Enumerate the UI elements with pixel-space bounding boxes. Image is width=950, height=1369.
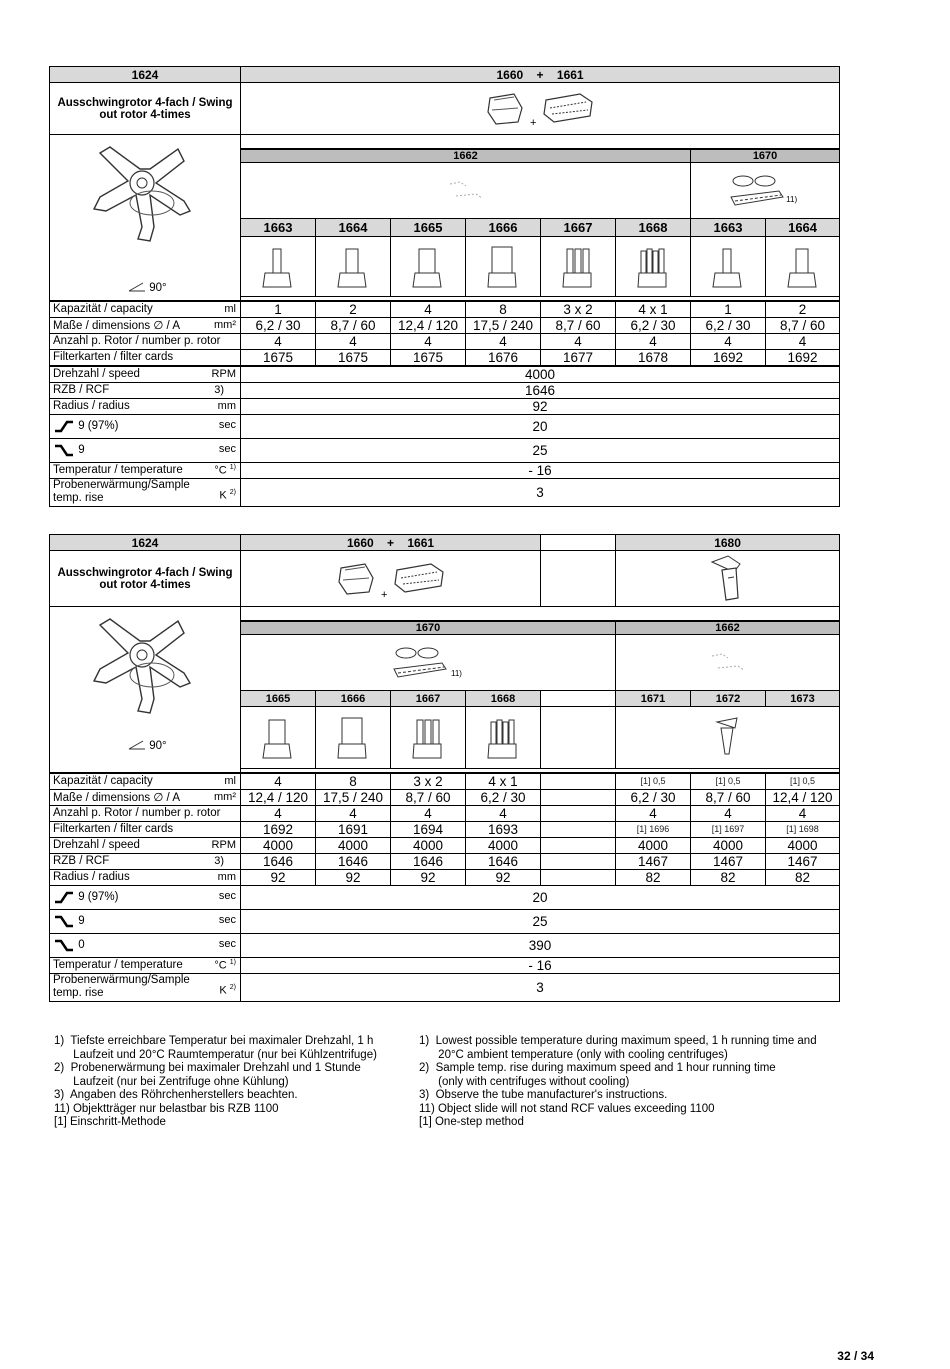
row-value: 4: [241, 333, 316, 349]
brake-off-label: 0 sec: [50, 933, 241, 957]
row-value: 8,7 / 60: [316, 317, 391, 333]
row-value: 4: [391, 805, 466, 821]
footnote-line: (only with centrifuges without cooling): [419, 1075, 630, 1088]
rotor-spec-table-1: [49, 66, 840, 507]
acceleration-label: 9 (97%) sec: [50, 414, 241, 438]
footnote-line: 1) Lowest possible temperature during maximum speed, 1 h running time and: [419, 1035, 817, 1047]
row-value: 8: [316, 773, 391, 790]
footnote-line: 2) Probenerwärmung bei maximaler Drehzahl und 1 Stunde: [54, 1062, 361, 1074]
footnote-11: 11): [451, 669, 462, 678]
adapter-image: [466, 707, 541, 769]
row-label: Filterkarten / filter cards: [50, 349, 241, 366]
footnote-line: 3) Observe the tube manufacturer's instructions.: [419, 1089, 668, 1101]
row-value: 4000: [766, 837, 840, 853]
row-value: 4000: [316, 837, 391, 853]
rcf-label: RZB / RCF 3): [50, 382, 241, 398]
swing-angle: 90°: [128, 740, 167, 752]
row-value: 6,2 / 30: [241, 317, 316, 333]
footnote-line: [1] One-step method: [419, 1116, 524, 1128]
row-value: [541, 853, 616, 869]
temp-rise-value: 3: [241, 973, 840, 1001]
row-value: 6,2 / 30: [466, 789, 541, 805]
row-value: 92: [241, 869, 316, 885]
row-value: 4000: [616, 837, 691, 853]
rotor-number: 1624: [50, 535, 241, 551]
row-value: 1467: [616, 853, 691, 869]
ramp-up-icon: [53, 419, 75, 433]
row-value: 1646: [466, 853, 541, 869]
temperature-value: - 16: [241, 462, 840, 478]
row-value: [1] 1696: [616, 821, 691, 837]
footnote-line: 20°C ambient temperature (only with cooling centrifuges): [419, 1048, 728, 1061]
row-label: Radius / radius mm: [50, 869, 241, 885]
row-value: 4000: [691, 837, 766, 853]
row-value: 4: [616, 333, 691, 349]
rotor-title: Ausschwingrotor 4-fach / Swing out rotor 4-times: [50, 551, 241, 607]
row-label: Maße / dimensions ∅ / A mm²: [50, 789, 241, 805]
row-value: [541, 805, 616, 821]
row-value: 12,4 / 120: [391, 317, 466, 333]
ramp-down-icon: [53, 938, 75, 952]
row-value: 4: [541, 333, 616, 349]
row-value: 1692: [766, 349, 840, 366]
row-label: Maße / dimensions ∅ / A mm²: [50, 317, 241, 333]
adapter-col-1664: 1664: [316, 219, 391, 237]
footnote-line: 1) Tiefste erreichbare Temperatur bei maximaler Drehzahl, 1 h: [54, 1035, 374, 1047]
footnote-line: 3) Angaben des Röhrchenherstellers beachten.: [54, 1089, 298, 1101]
row-value: [541, 837, 616, 853]
row-value: 1678: [616, 349, 691, 366]
deceleration-value: 25: [241, 438, 840, 462]
footnotes-english: [419, 1035, 817, 1130]
row-value: 3 x 2: [391, 773, 466, 790]
adapter-image: [391, 237, 466, 297]
temp-rise-value: 3: [241, 478, 840, 506]
row-value: 8,7 / 60: [391, 789, 466, 805]
adapter-col-1667: 1667: [391, 691, 466, 707]
row-value: 4 x 1: [466, 773, 541, 790]
row-value: [541, 869, 616, 885]
rotor-title: Ausschwingrotor 4-fach / Swing out rotor 4-times: [50, 83, 241, 135]
ramp-down-icon: [53, 914, 75, 928]
temperature-label: Temperatur / temperature °C $^{1)}$: [50, 462, 241, 478]
row-value: 4 x 1: [616, 301, 691, 318]
row-label: Drehzahl / speed RPM: [50, 837, 241, 853]
row-value: 17,5 / 240: [316, 789, 391, 805]
row-value: 3 x 2: [541, 301, 616, 318]
empty-cell: [541, 707, 616, 769]
adapter-col-1668: 1668: [616, 219, 691, 237]
row-value: [1] 1698: [766, 821, 840, 837]
ramp-up-icon: [53, 890, 75, 904]
adapter-col-1665: 1665: [241, 691, 316, 707]
subheader-1670: 1670: [691, 149, 840, 163]
footnote-11: 11): [786, 195, 798, 204]
row-value: 1675: [316, 349, 391, 366]
row-value: [1] 0,5: [616, 773, 691, 790]
row-value: 2: [766, 301, 840, 318]
subheader-1662: 1662: [616, 621, 840, 635]
footnote-line: 2) Sample temp. rise during maximum speed and 1 hour running time: [419, 1062, 776, 1074]
adapter-image: [691, 237, 766, 297]
footnotes-german: [54, 1035, 377, 1130]
brake-off-value: 390: [241, 933, 840, 957]
swing-angle: 90°: [128, 282, 167, 294]
row-value: 8,7 / 60: [541, 317, 616, 333]
radius-value: 92: [241, 398, 840, 414]
row-value: 4: [466, 805, 541, 821]
temp-rise-label: Probenerwärmung/Sample temp. rise K $^{2)}$: [50, 973, 241, 1001]
adapter-col-1666: 1666: [316, 691, 391, 707]
speed-label: Drehzahl / speed RPM: [50, 366, 241, 383]
slide-holder-image-1670: [691, 163, 840, 219]
swing-rotor-image: [80, 611, 200, 721]
footnote-line: Laufzeit (nur bei Zentrifuge ohne Kühlung): [54, 1075, 289, 1088]
row-label: Filterkarten / filter cards: [50, 821, 241, 837]
row-value: [541, 789, 616, 805]
plus-sign: +: [380, 588, 387, 601]
footnote-line: 11) Object slide will not stand RCF values exceeding 1100: [419, 1102, 715, 1115]
row-value: [1] 0,5: [691, 773, 766, 790]
slide-adapter-image: [616, 707, 840, 769]
row-value: 1675: [241, 349, 316, 366]
row-value: 1646: [241, 853, 316, 869]
row-value: 2: [316, 301, 391, 318]
adapter-image: [316, 707, 391, 769]
row-value: 4: [241, 805, 316, 821]
row-value: 82: [766, 869, 840, 885]
deceleration-value: 25: [241, 909, 840, 933]
footnote-line: [1] Einschritt-Methode: [54, 1116, 166, 1128]
row-value: 1467: [766, 853, 840, 869]
adapter-image: [766, 237, 840, 297]
row-value: 4: [766, 333, 840, 349]
row-value: 92: [466, 869, 541, 885]
acceleration-label: 9 (97%) sec: [50, 885, 241, 909]
deceleration-label: 9 sec: [50, 438, 241, 462]
acceleration-value: 20: [241, 885, 840, 909]
row-value: 4: [466, 333, 541, 349]
row-value: [541, 821, 616, 837]
adapter-col-1663: 1663: [691, 219, 766, 237]
row-value: 8,7 / 60: [691, 789, 766, 805]
adapter-col-1667: 1667: [541, 219, 616, 237]
ramp-down-icon: [53, 443, 75, 457]
row-value: 8,7 / 60: [766, 317, 840, 333]
row-value: 82: [616, 869, 691, 885]
footnote-line: 11) Objektträger nur belastbar bis RZB 1100: [54, 1102, 279, 1115]
row-label: RZB / RCF 3): [50, 853, 241, 869]
acceleration-value: 20: [241, 414, 840, 438]
row-value: [1] 1697: [691, 821, 766, 837]
row-value: 4: [391, 301, 466, 318]
row-value: 1646: [391, 853, 466, 869]
row-value: 1: [241, 301, 316, 318]
adapter-image: [241, 237, 316, 297]
row-value: 8: [466, 301, 541, 318]
row-value: 4: [616, 805, 691, 821]
adapter-col-1671: 1671: [616, 691, 691, 707]
rotor-image-cell: [50, 607, 241, 773]
adapter-image-1662: [616, 635, 840, 691]
row-value: 1467: [691, 853, 766, 869]
row-value: 4000: [391, 837, 466, 853]
bucket-1680-image: [616, 551, 840, 607]
rotor-image-cell: [50, 135, 241, 301]
row-value: 6,2 / 30: [616, 317, 691, 333]
adapter-image-1662: [241, 163, 691, 219]
row-value: 1: [691, 301, 766, 318]
bucket-numbers: 1660 + 1661: [241, 535, 541, 551]
slide-holder-image-1670: [241, 635, 616, 691]
speed-value: 4000: [241, 366, 840, 383]
row-value: 4: [316, 805, 391, 821]
row-value: 17,5 / 240: [466, 317, 541, 333]
bucket-numbers: 1660 + 1661: [241, 67, 840, 83]
temperature-value: - 16: [241, 957, 840, 973]
bucket-1680: 1680: [616, 535, 840, 551]
adapter-col-1665: 1665: [391, 219, 466, 237]
empty-col: [541, 691, 616, 707]
row-value: 1646: [316, 853, 391, 869]
adapter-image: [616, 237, 691, 297]
rotor-number: 1624: [50, 67, 241, 83]
rotor-spec-table-2: [49, 534, 840, 1002]
row-value: 4000: [466, 837, 541, 853]
row-label: Kapazität / capacity ml: [50, 773, 241, 790]
adapter-col-1663: 1663: [241, 219, 316, 237]
angle-icon: [128, 740, 146, 750]
subheader-1670: 1670: [241, 621, 616, 635]
bucket-image: [241, 83, 840, 135]
row-value: 4000: [241, 837, 316, 853]
row-value: [1] 0,5: [766, 773, 840, 790]
row-label: Anzahl p. Rotor / number p. rotor: [50, 333, 241, 349]
row-value: 1675: [391, 349, 466, 366]
adapter-image: [316, 237, 391, 297]
adapter-image: [241, 707, 316, 769]
row-value: 82: [691, 869, 766, 885]
temperature-label: Temperatur / temperature °C $^{1)}$: [50, 957, 241, 973]
temp-rise-label: Probenerwärmung/Sample temp. rise K $^{2)}$: [50, 478, 241, 506]
adapter-col-1664: 1664: [766, 219, 840, 237]
row-value: 1693: [466, 821, 541, 837]
adapter-col-1668: 1668: [466, 691, 541, 707]
row-value: 6,2 / 30: [691, 317, 766, 333]
radius-label: Radius / radius mm: [50, 398, 241, 414]
row-value: 1691: [316, 821, 391, 837]
row-value: 4: [691, 333, 766, 349]
adapter-col-1672: 1672: [691, 691, 766, 707]
swing-rotor-image: [80, 139, 200, 249]
adapter-col-1673: 1673: [766, 691, 840, 707]
adapter-image: [541, 237, 616, 297]
row-value: 4: [241, 773, 316, 790]
row-value: 4: [691, 805, 766, 821]
row-label: Kapazität / capacity ml: [50, 301, 241, 318]
row-value: 12,4 / 120: [766, 789, 840, 805]
adapter-col-1666: 1666: [466, 219, 541, 237]
angle-icon: [128, 282, 146, 292]
row-value: 4: [766, 805, 840, 821]
row-value: 92: [316, 869, 391, 885]
page-number: 32 / 34: [837, 1349, 874, 1363]
row-value: 1676: [466, 349, 541, 366]
row-value: 6,2 / 30: [616, 789, 691, 805]
row-label: Anzahl p. Rotor / number p. rotor: [50, 805, 241, 821]
rcf-value: 1646: [241, 382, 840, 398]
row-value: 4: [391, 333, 466, 349]
row-value: 1692: [691, 349, 766, 366]
footnote-line: Laufzeit und 20°C Raumtemperatur (nur bei Kühlzentrifuge): [54, 1048, 377, 1061]
row-value: 12,4 / 120: [241, 789, 316, 805]
row-value: 92: [391, 869, 466, 885]
adapter-image: [391, 707, 466, 769]
subheader-1662: 1662: [241, 149, 691, 163]
deceleration-label: 9 sec: [50, 909, 241, 933]
row-value: [541, 773, 616, 790]
plus-sign: +: [530, 116, 537, 129]
row-value: 1692: [241, 821, 316, 837]
bucket-image: [241, 551, 541, 607]
row-value: 1694: [391, 821, 466, 837]
row-value: 1677: [541, 349, 616, 366]
adapter-image: [466, 237, 541, 297]
row-value: 4: [316, 333, 391, 349]
